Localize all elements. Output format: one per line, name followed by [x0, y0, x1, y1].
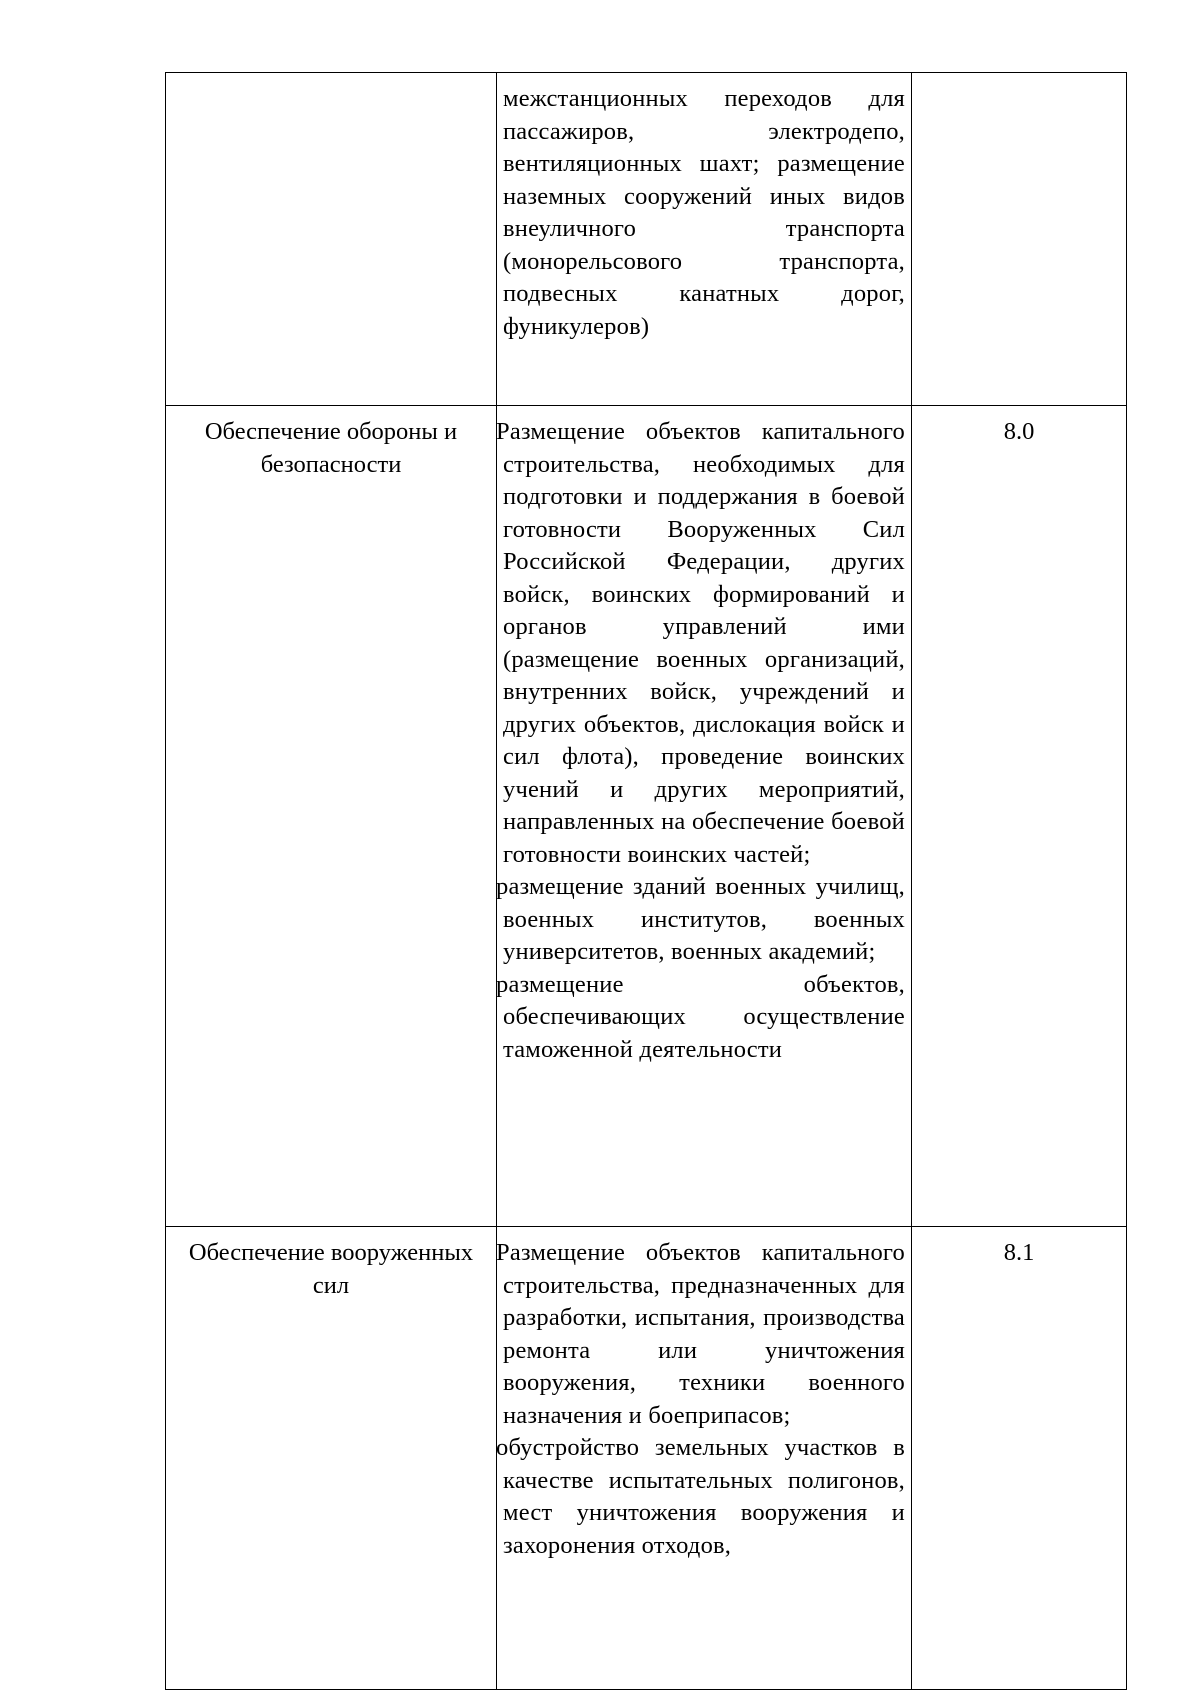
use-code-cell: [912, 73, 1127, 406]
use-code-cell: 8.0: [912, 406, 1127, 1227]
description-paragraph: размещение зданий военных училищ, военных институтов, военных университетов, военных академий;: [496, 873, 905, 965]
table-row: [166, 73, 1127, 406]
description-paragraph: обустройство земельных участков в качестве испытательных полигонов, мест уничтожения вооружения и захоронения отходов,: [496, 1434, 905, 1559]
table-row: [166, 406, 1127, 1227]
use-name-cell: [166, 73, 497, 406]
use-description-cell: [497, 73, 912, 406]
description-paragraph: Размещение объектов капитального строительства, необходимых для подготовки и поддержания в боевой готовности Вооруженных Сил Российской Федерации, других войск, воинских формирований и органов управлений ими (размещение военных организаций, внутренних войск, учреждений и других объектов, дислокация войск и сил флота), проведение воинских учений и других мероприятий, направленных на обеспечение боевой готовности воинских частей;: [496, 418, 905, 868]
description-paragraph: размещение объектов, обеспечивающих осуществление таможенной деятельности: [496, 970, 905, 1063]
use-code-cell: 8.1: [912, 1227, 1127, 1690]
use-description-cell: [497, 1227, 912, 1690]
description-paragraph: Размещение объектов капитального строительства, предназначенных для разработки, испытания, производства ремонта или уничтожения вооружения, техники военного назначения и боеприпасов;: [496, 1239, 905, 1429]
table-row: [166, 1227, 1127, 1690]
use-name-cell: Обеспечение вооруженных сил: [166, 1227, 497, 1690]
use-name-cell: Обеспечение обороны и безопасности: [166, 406, 497, 1227]
description-paragraph: межстанционных переходов для пассажиров, электродепо, вентиляционных шахт; размещение наземных сооружений иных видов внеуличного транспорта (монорельсового транспорта, подвесных канатных дорог, фуникулеров): [503, 85, 905, 340]
land-use-table: [165, 72, 1127, 1690]
use-description-cell: [497, 406, 912, 1227]
